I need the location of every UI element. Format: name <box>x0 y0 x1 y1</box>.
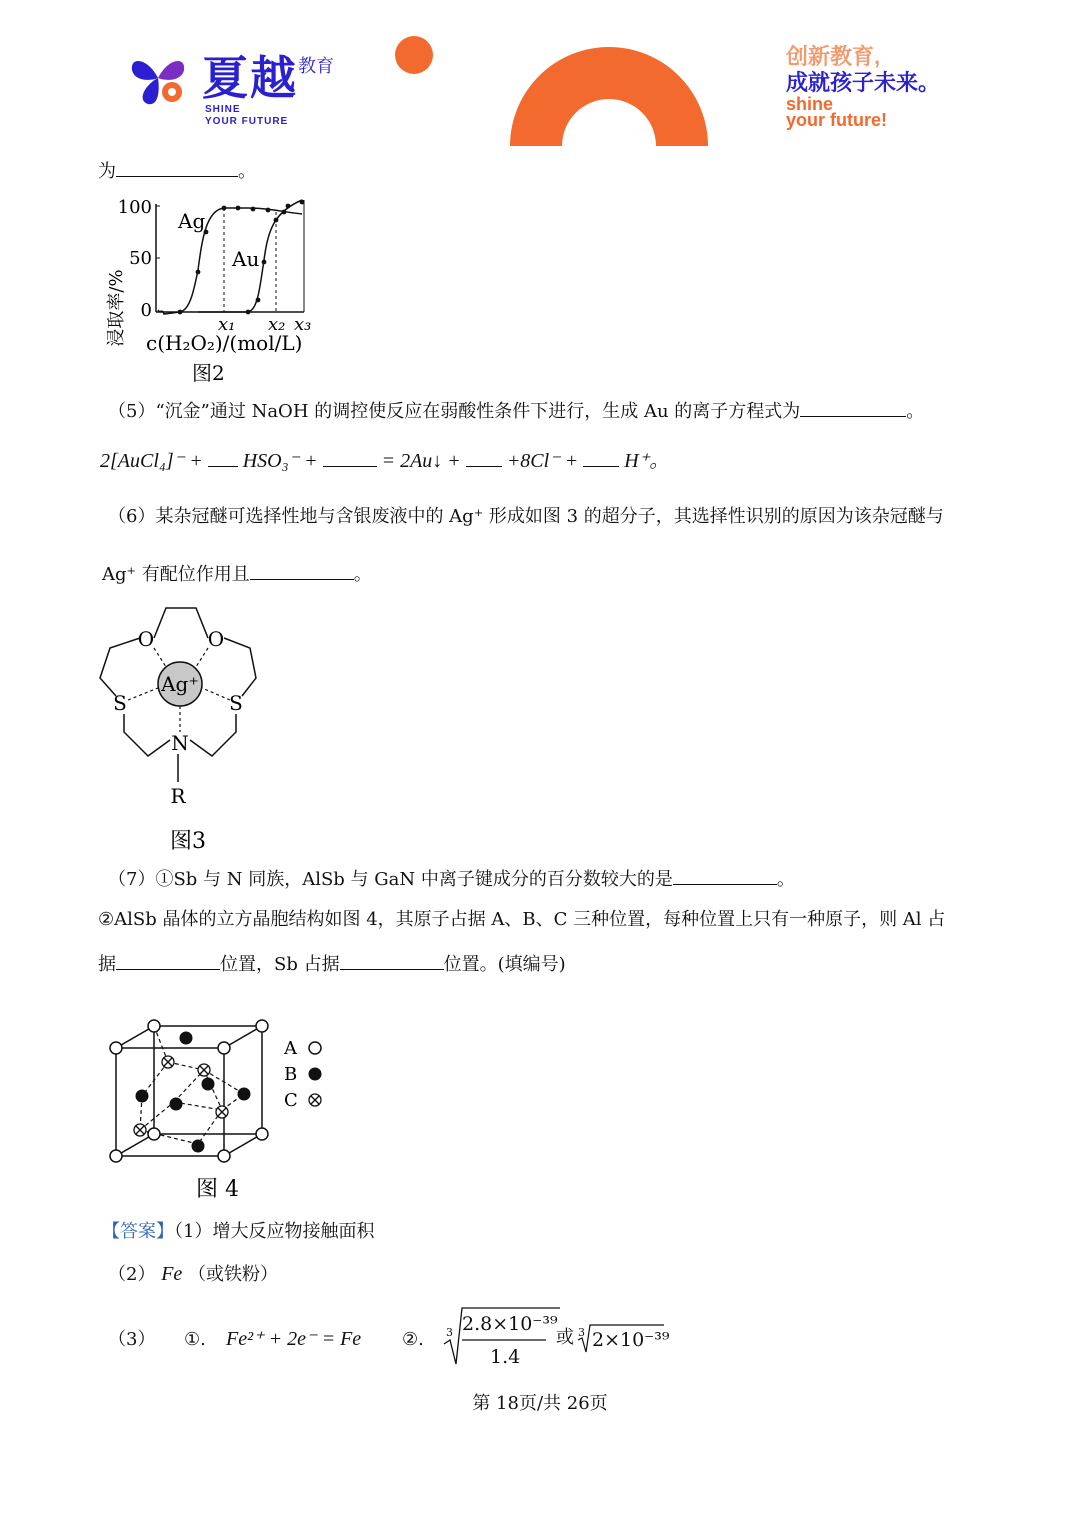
fig3-n: N <box>171 731 189 755</box>
legend-a-icon <box>309 1042 321 1054</box>
answer-blank[interactable] <box>116 951 220 970</box>
fig2-point <box>236 206 241 211</box>
answer-blank[interactable] <box>323 448 377 467</box>
q7-line3 <box>98 951 566 977</box>
atom-b <box>170 1098 183 1111</box>
fig3-r: R <box>170 784 186 808</box>
root-index-2: 3 <box>578 1326 585 1339</box>
fig2-point <box>262 260 267 265</box>
fig2-lead-text: 为 <box>98 161 116 182</box>
eq-part: H⁺。 <box>624 450 670 472</box>
atom-c <box>198 1064 210 1076</box>
slogan-2: 成就孩子未来。 <box>786 70 941 95</box>
fig2-xtick-x3: x₃ <box>294 314 312 335</box>
orange-arch <box>510 46 708 146</box>
fig2-point <box>286 204 291 209</box>
q5-text: （5）“沉金”通过 NaOH 的调控使反应在弱酸性条件下进行，生成 Au 的离子方程式为 <box>108 401 801 422</box>
atom-a <box>256 1128 268 1140</box>
answer-blank[interactable] <box>583 448 619 467</box>
answer-tag: 【答案】 <box>102 1221 174 1242</box>
fig2-point <box>300 200 305 205</box>
answer-blank[interactable] <box>800 398 906 417</box>
q6-line2: Ag⁺ 有配位作用且 。 <box>102 561 372 587</box>
fig3-ring-top <box>154 608 208 638</box>
fig2-xtick-x1: x₁ <box>218 314 236 335</box>
fig3-ring-left-lower <box>124 714 170 756</box>
answer-2-num: （2） <box>108 1264 156 1285</box>
header <box>0 0 1080 160</box>
fraction-denominator: 1.4 <box>490 1346 521 1368</box>
fig2-ytick-100: 100 <box>117 197 152 218</box>
q7-line1: （7）①Sb 与 N 同族，AlSb 与 GaN 中离子键成分的百分数较大的是 。 <box>108 866 795 892</box>
brand-logo-icon <box>128 48 190 108</box>
answer-blank[interactable] <box>116 158 238 177</box>
eq-part: 2[AuCl₄]⁻ + <box>100 450 203 472</box>
fig2-point <box>256 298 261 303</box>
fig3-o-left: O <box>137 627 155 651</box>
fig3-coord-bond <box>194 648 208 670</box>
slogan-3: shine <box>786 94 834 114</box>
atom-c <box>216 1106 228 1118</box>
brand-en-1: SHINE <box>205 104 241 115</box>
fig3-coord-bond <box>202 688 230 700</box>
brand-edu: 教育 <box>298 56 334 76</box>
fig2-point <box>274 218 279 223</box>
legend-b-icon <box>309 1068 322 1081</box>
fig3-ring-right-lower <box>190 714 236 756</box>
fig2-point <box>266 208 271 213</box>
atom-c <box>162 1056 174 1068</box>
atom-a <box>148 1020 160 1032</box>
answer-line-2 <box>108 1262 278 1287</box>
answer-2-val: Fe <box>161 1263 183 1285</box>
fig2-point <box>246 310 251 315</box>
answer-blank[interactable] <box>340 951 444 970</box>
fig2-point <box>196 270 201 275</box>
answer-line-1 <box>102 1220 374 1244</box>
answer-3-2: ②. <box>402 1329 424 1350</box>
q5-line: （5）“沉金”通过 NaOH 的调控使反应在弱酸性条件下进行，生成 Au 的离子方程式为 。 <box>108 398 924 424</box>
fig2-caption: 图2 <box>192 361 225 385</box>
atom-b <box>238 1088 251 1101</box>
atom-b <box>202 1078 215 1091</box>
legend-c-icon <box>309 1094 321 1106</box>
figure-4 <box>104 1012 344 1206</box>
fig3-ag-label: Ag⁺ <box>161 672 199 696</box>
fig3-caption: 图3 <box>170 829 206 854</box>
fig2-ytick-0: 0 <box>140 300 152 321</box>
page-number: 第 18页/共 26页 <box>472 1393 608 1414</box>
atom-a <box>218 1042 230 1054</box>
q7-text3-b: 位置，Sb 占据 <box>220 954 340 975</box>
atom-a <box>110 1150 122 1162</box>
fig3-s-left: S <box>113 691 127 715</box>
atom-a <box>218 1150 230 1162</box>
answer-blank[interactable] <box>466 448 502 467</box>
legend-c-label: C <box>284 1090 298 1111</box>
answer-3-num: （3） <box>108 1329 156 1350</box>
slogan-4: your future! <box>786 110 887 130</box>
atom-a <box>148 1128 160 1140</box>
fig2-ylabel: 浸取率/% <box>106 269 127 347</box>
fig2-xlabel: c(H₂O₂)/(mol/L) <box>146 331 303 355</box>
atom-a <box>110 1042 122 1054</box>
brand-en-2: YOUR FUTURE <box>205 116 289 127</box>
fig3-coord-bond <box>128 688 158 700</box>
fig2-label-ag: Ag <box>178 209 206 233</box>
q7-text2: ②AlSb 晶体的立方晶胞结构如图 4，其原子占据 A、B、C 三种位置，每种位置上只有一种原子，则 Al 占 <box>98 909 946 930</box>
fig2-point <box>178 310 183 315</box>
fig3-ring-right-upper <box>224 638 256 696</box>
eq-part: +8Cl⁻ + <box>506 450 579 472</box>
orange-dot <box>395 36 433 74</box>
fig2-label-au: Au <box>232 247 260 271</box>
legend-a-label: A <box>284 1038 297 1059</box>
fig2-point <box>222 206 227 211</box>
fig3-s-right: S <box>229 691 243 715</box>
fig2-point <box>282 210 287 215</box>
fig2-xtick-x2: x₂ <box>268 314 286 335</box>
q7-text3-c: 位置。(填编号) <box>443 954 566 975</box>
answer-3-1: ①. <box>184 1329 206 1350</box>
answer-1: （1）增大反应物接触面积 <box>174 1221 375 1242</box>
answer-3-or: 或 <box>556 1327 574 1348</box>
slogan-1: 创新教育, <box>786 44 881 69</box>
figure-2 <box>98 190 328 390</box>
eq-part: HSO₃⁻ + <box>242 450 318 472</box>
brand-name: 夏越 <box>202 52 298 104</box>
answer-blank[interactable] <box>673 866 777 885</box>
atom-a <box>256 1020 268 1032</box>
answer-3-1-eq: Fe²⁺ + 2e⁻ = Fe <box>226 1328 362 1350</box>
fig2-lead-line: 为 。 <box>98 158 256 184</box>
fig2-ytick-50: 50 <box>129 248 152 269</box>
answer-2-note: （或铁粉） <box>188 1264 279 1285</box>
q7-text3-a: 据 <box>98 954 116 975</box>
fig3-ring-left-upper <box>100 638 140 696</box>
atom-b <box>136 1090 149 1103</box>
figure-3 <box>96 600 266 860</box>
answer-3-alt: 2×10⁻³⁹ <box>592 1329 670 1351</box>
fraction-numerator: 2.8×10⁻³⁹ <box>462 1313 558 1335</box>
legend-b-label: B <box>284 1064 298 1085</box>
root-index: 3 <box>446 1326 453 1339</box>
q6-text2: Ag⁺ 有配位作用且 <box>102 564 250 585</box>
fig4-caption: 图 4 <box>196 1177 239 1202</box>
fig3-o-right: O <box>207 627 225 651</box>
atom-c <box>134 1124 146 1136</box>
answer-blank[interactable] <box>208 448 238 467</box>
eq-part: = 2Au↓ + <box>381 450 461 472</box>
fig2-point <box>251 207 256 212</box>
q6-text: （6）某杂冠醚可选择性地与含银废液中的 Ag⁺ 形成如图 3 的超分子，其选择性识别的原因为该杂冠醚与 <box>108 506 944 527</box>
atom-b <box>180 1032 193 1045</box>
atom-b <box>192 1140 205 1153</box>
q7-text1: （7）①Sb 与 N 同族，AlSb 与 GaN 中离子键成分的百分数较大的是 <box>108 869 673 890</box>
answer-blank[interactable] <box>250 561 354 580</box>
q5-equation <box>100 448 669 473</box>
